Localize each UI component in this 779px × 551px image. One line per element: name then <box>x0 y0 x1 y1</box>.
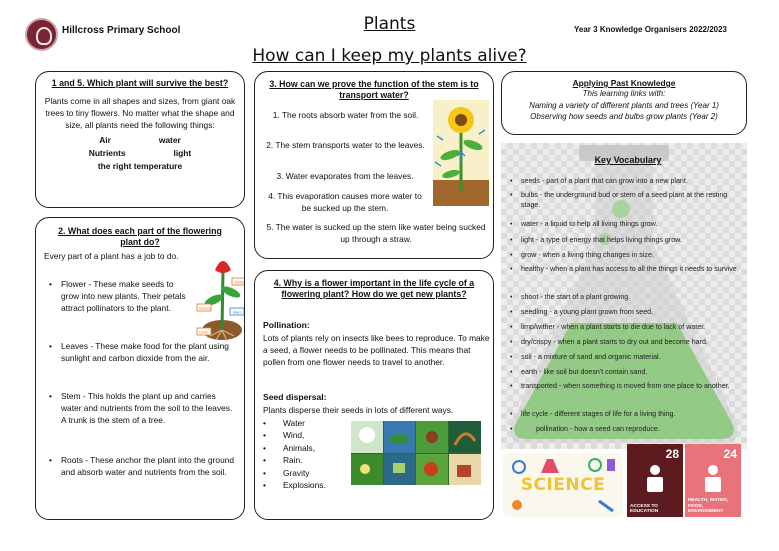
vocab-item: • limp/wither - when a plant starts to die due to lack of water. <box>510 323 706 331</box>
diagram-label-flower: flower <box>235 279 246 285</box>
page-title: Plants <box>363 14 416 34</box>
organiser-label: Year 3 Knowledge Organisers 2022/2023 <box>574 25 727 34</box>
pollination-heading: Pollination: <box>263 320 310 330</box>
list-item: • Animals, <box>263 442 316 453</box>
plant-parts-box <box>35 217 245 520</box>
diagram-label-leaves: leaves <box>199 305 211 311</box>
need-item: light <box>173 147 192 158</box>
survival-heading: 1 and 5. Which plant will survive the best? <box>51 78 229 88</box>
pollination-box <box>254 270 494 520</box>
stem-step-5: 5. The water is sucked up the stem like water being sucked up through a straw. <box>266 222 486 245</box>
survival-box <box>35 71 245 208</box>
pollination-text: Lots of plants rely on insects like bees to reproduce. To make a seed, a flower needs to be pollinated. This means that pollen from one flower needs to travel to another. <box>263 333 490 368</box>
vocab-item: • grow - when a living thing changes in size. <box>510 251 654 259</box>
vocab-item: • healthy - when a plant has access to all the things it needs to survive. <box>510 265 739 273</box>
past-knowledge-line: Observing how seeds and bulbs grow plants (Year 2) <box>530 112 718 122</box>
part-roots: • Roots - These anchor the plant into the ground and absorb water and nutrients from the soil. <box>49 455 235 478</box>
dispersal-heading: Seed dispersal: <box>263 392 327 402</box>
plant-needs-list <box>44 134 236 174</box>
vocab-item: • light - a type of energy that helps living things grow. <box>510 236 682 244</box>
science-label: SCIENCE <box>520 475 606 495</box>
science-badge <box>503 453 623 517</box>
vocab-item: • earth - like soil but doesn't contain sand. <box>510 368 648 376</box>
past-knowledge-line: This learning links with: <box>582 89 666 98</box>
list-item: • Rain. <box>263 455 303 466</box>
part-flower: • Flower - These make seeds to grow into new plants. Their petals attract pollinators to the plant. <box>49 279 186 314</box>
page-subtitle: How can I keep my plants alive? <box>252 46 527 66</box>
vocab-item: • life cycle - different stages of life for a living thing. <box>510 410 676 418</box>
vocab-item: • dry/crispy - when a plant starts to dry out and become hard. <box>510 338 708 346</box>
need-item: the right temperature <box>97 161 183 172</box>
diagram-label-roots: roots <box>199 329 208 335</box>
sdg-health-badge <box>685 444 741 517</box>
part-stem: • Stem - This holds the plant up and carries water and nutrients from the soil to the leaves. A trunk is the stem of a tree. <box>49 391 233 426</box>
stem-step-4: 4. This evaporation causes more water to be sucked up the stem. <box>268 191 422 214</box>
health-icon <box>699 464 727 494</box>
list-item: • Wind, <box>263 430 305 441</box>
pollination-box-heading: 4. Why is a flower important in the life cycle of a flowering plant? How do we get new plants? <box>273 278 475 299</box>
sdg-health-number: 24 <box>723 447 737 461</box>
past-knowledge-line: Naming a variety of different plants and trees (Year 1) <box>529 100 719 110</box>
stem-step-1: 1. The roots absorb water from the soil. <box>272 110 419 120</box>
survival-text: Plants come in all shapes and sizes, from giant oak trees to tiny flowers. No matter what the shape and size, all plants need the following things: <box>44 95 236 131</box>
education-icon <box>641 464 669 494</box>
sunflower-diagram <box>433 100 489 206</box>
vocab-item: • bulbs - the underground bud or stem of a seed plant at the resting stage. <box>510 191 728 209</box>
part-leaves: • Leaves - These make food for the plant using sunlight and carbon dioxide from the air. <box>49 341 229 364</box>
seed-dispersal-images <box>351 421 481 485</box>
past-knowledge-heading: Applying Past Knowledge <box>572 78 676 88</box>
stem-step-3: 3. Water evaporates from the leaves. <box>276 171 414 181</box>
stem-function-box <box>254 71 494 259</box>
stem-step-2: 2. The stem transports water to the leaves. <box>266 140 425 150</box>
need-item: Nutrients <box>88 147 126 158</box>
school-name: Hillcross Primary School <box>62 25 181 36</box>
list-item: • Explosions. <box>263 480 326 491</box>
sdg-education-badge <box>627 444 683 517</box>
dispersal-text: Plants disperse their seeds in lots of different ways. <box>263 405 454 415</box>
need-item: water <box>158 134 181 145</box>
vocab-item: • seeds - part of a plant that can grow into a new plant. <box>510 177 688 185</box>
list-item: • Water <box>263 418 305 428</box>
vocab-item: • shoot - the start of a plant growing. <box>510 293 631 301</box>
plant-parts-heading: 2. What does each part of the flowering plant do? <box>58 226 222 247</box>
diagram-label-stem: stem <box>233 309 242 315</box>
vocab-item: • pollination - how a seed can reproduce. <box>510 425 660 433</box>
dispersal-list <box>263 417 326 492</box>
vocab-item: • transported - when something is moved from one place to another. <box>510 382 730 390</box>
sdg-education-number: 28 <box>665 447 679 461</box>
plant-parts-diagram <box>196 248 245 344</box>
vocab-item: • seedling - a young plant grown from seed. <box>510 308 654 316</box>
vocab-item: • water - a liquid to help all living things grow. <box>510 220 658 228</box>
vocabulary-heading: Key Vocabulary <box>594 155 662 165</box>
sdg-education-label: ACCESS TO EDUCATION <box>630 503 659 515</box>
plant-parts-intro: Every part of a plant has a job to do. <box>44 250 179 261</box>
sdg-health-label: HEALTH, WATER, FOOD, ENVIRONMENT <box>688 497 729 515</box>
past-knowledge-box <box>501 71 747 135</box>
need-item: Air <box>99 134 111 145</box>
list-item: • Gravity <box>263 467 310 478</box>
stem-function-heading: 3. How can we prove the function of the stem is to transport water? <box>269 79 479 100</box>
vocab-item: • soil - a mixture of sand and organic material. <box>510 353 661 361</box>
